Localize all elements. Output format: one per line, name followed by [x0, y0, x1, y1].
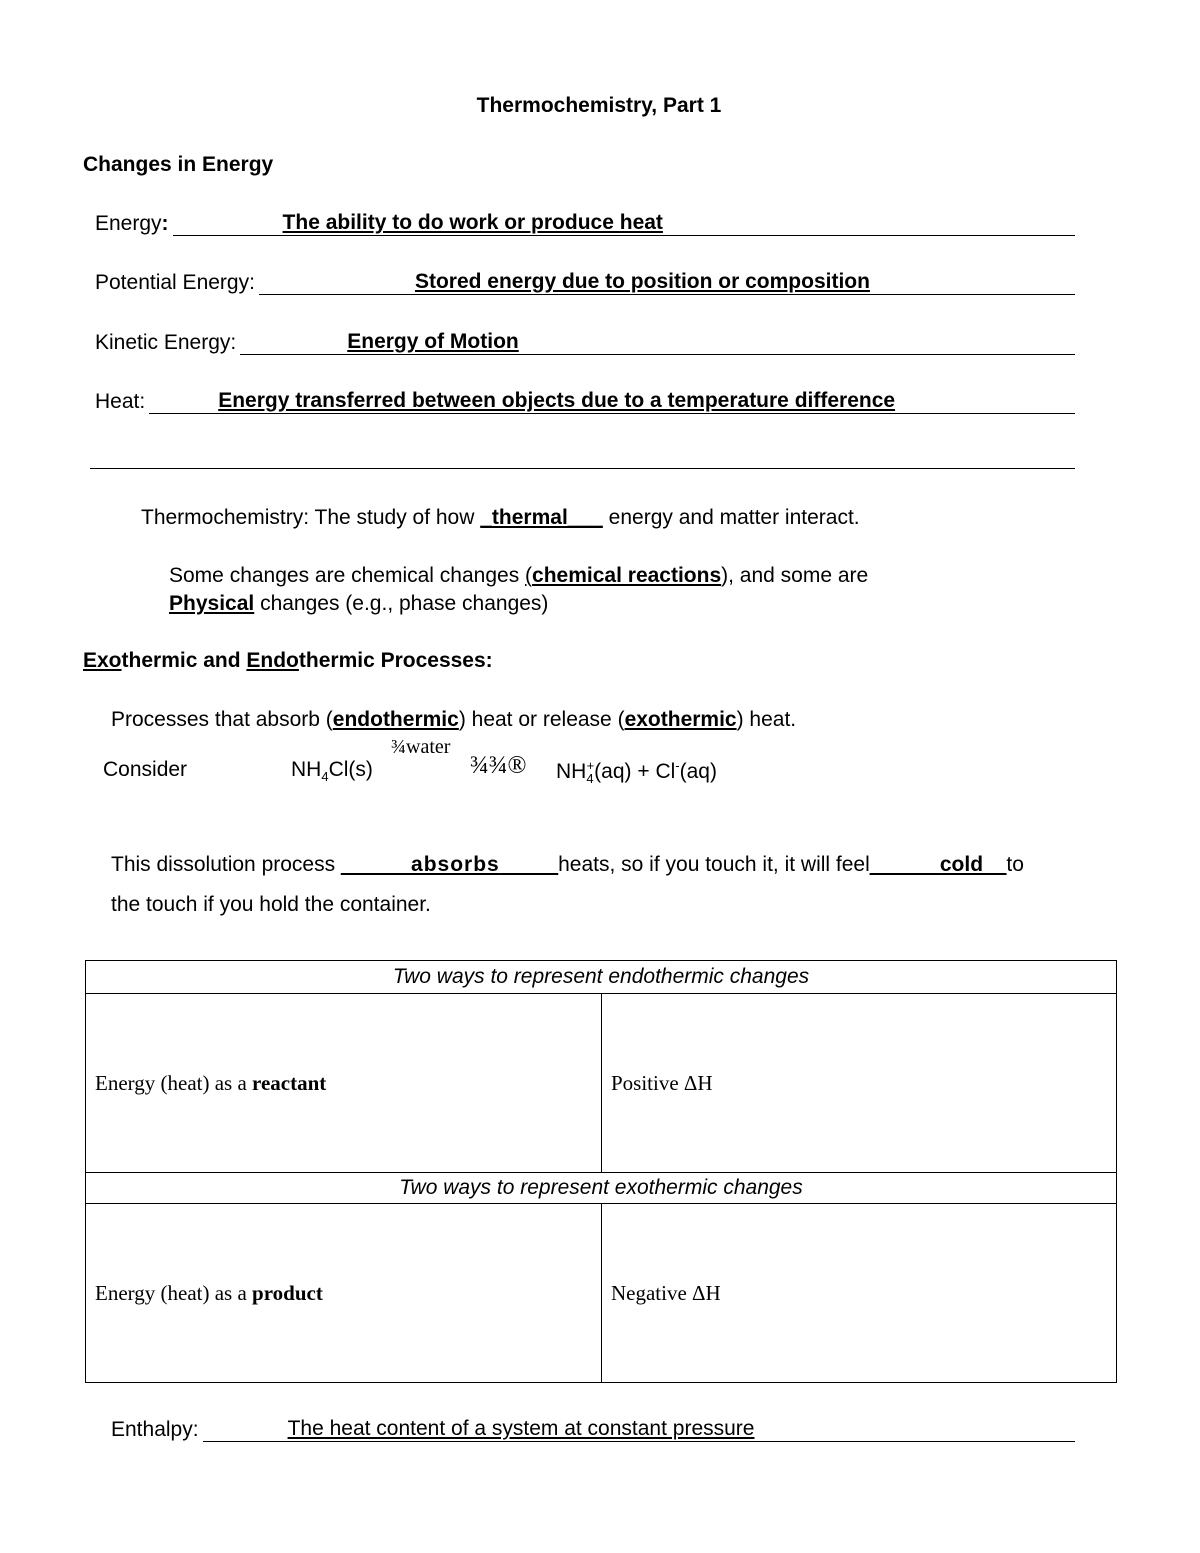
answer-exothermic: exothermic — [624, 708, 737, 731]
table-row — [86, 1204, 1117, 1383]
arrow-glyph: ¾¾® — [470, 752, 527, 779]
superscript: - — [675, 758, 680, 773]
sentence-text: , and some are — [728, 564, 869, 587]
dissolution-line-1 — [111, 853, 1024, 877]
heading-part: Endo — [246, 649, 299, 672]
exothermic-right-cell: Negative ΔH — [602, 1204, 1117, 1383]
sentence-text: Thermochemistry: The study of how — [141, 506, 481, 529]
definition-label: Energy: — [95, 212, 169, 235]
sentence-text: ) heat or release ( — [458, 708, 625, 731]
formula-text: NH — [556, 760, 587, 783]
cell-bold-text: product — [252, 1280, 323, 1305]
section-heading-exo-endo — [83, 649, 493, 673]
answer-chemical-reactions: chemical reactions — [532, 564, 722, 587]
endothermic-right-cell: Positive ΔH — [602, 994, 1117, 1173]
formula-text: NH — [291, 758, 322, 781]
paren: ( — [525, 564, 533, 587]
heading-part: Exo — [83, 649, 122, 672]
definition-heat — [95, 384, 1075, 414]
formula-text: (aq) + Cl — [594, 760, 676, 783]
table-row — [86, 1173, 1117, 1204]
heading-part: thermic Processes: — [298, 649, 493, 672]
superscript: + — [586, 758, 595, 773]
changes-line-1 — [169, 564, 868, 588]
sentence-text: to — [1006, 853, 1024, 876]
answer-blank — [240, 328, 1075, 355]
representation-table — [85, 960, 1117, 1383]
answer-text: The ability to do work or produce heat — [282, 211, 663, 234]
sentence-text: Processes that absorb ( — [111, 708, 333, 731]
paren: ) — [721, 564, 729, 587]
endothermic-left-cell — [86, 994, 602, 1173]
cell-bold-text: reactant — [252, 1070, 327, 1095]
changes-line-2 — [169, 592, 548, 616]
answer-text: Energy of Motion — [347, 330, 519, 353]
formula-text: Cl(s) — [328, 758, 373, 781]
blank: ______ — [869, 853, 940, 876]
definition-label: Potential Energy: — [95, 271, 255, 294]
subscript: 4 — [586, 771, 594, 787]
sentence-text: Some changes are chemical changes — [169, 564, 526, 587]
heading-part: thermic and — [121, 649, 247, 672]
endothermic-header: Two ways to represent endothermic changes — [86, 961, 1117, 994]
answer-thermal: _thermal___ — [480, 506, 603, 529]
sentence-text: changes (e.g., phase changes) — [254, 592, 549, 615]
definition-potential-energy — [95, 265, 1075, 295]
formula-text: (aq) — [679, 760, 717, 783]
answer-absorbs: absorbs — [411, 853, 500, 876]
definition-label: Enthalpy: — [111, 1418, 199, 1441]
answer-text: Stored energy due to position or composition — [414, 270, 870, 293]
dissolution-line-2: the touch if you hold the container. — [111, 893, 431, 916]
sentence-text: energy and matter interact. — [602, 506, 860, 529]
blank-line — [90, 468, 1075, 469]
sentence-text: heats, so if you touch it, it will feel — [558, 853, 870, 876]
answer-blank — [203, 1415, 1075, 1442]
cell-text: Energy (heat) as a — [95, 1280, 253, 1305]
definition-kinetic-energy — [95, 325, 1075, 355]
sentence-text: This dissolution process — [111, 853, 341, 876]
answer-blank — [173, 209, 1075, 236]
answer-physical: Physical — [169, 592, 255, 615]
blank: _____ — [499, 853, 559, 876]
answer-text: The heat content of a system at constant pressure — [287, 1417, 755, 1440]
definition-energy — [95, 206, 1075, 236]
consider-label: Consider — [103, 758, 188, 781]
product-formula — [556, 758, 717, 786]
definition-label: Heat: — [95, 390, 146, 413]
page-title: Thermochemistry, Part 1 — [476, 94, 722, 117]
section-heading-changes-in-energy: Changes in Energy — [83, 153, 274, 176]
answer-endothermic: endothermic — [332, 708, 459, 731]
table-row — [86, 961, 1117, 994]
reactant-formula — [291, 758, 373, 784]
subscript: 4 — [321, 769, 329, 785]
blank: ______ — [340, 853, 412, 876]
reaction-arrow — [470, 752, 527, 780]
sentence-text: ) heat. — [736, 708, 797, 731]
answer-text: Energy transferred between objects due to a temperature difference — [218, 389, 896, 412]
table-row — [86, 994, 1117, 1173]
blank: __ — [983, 853, 1007, 876]
definition-label: Kinetic Energy: — [95, 331, 237, 354]
reaction-arrow-label: ¾water — [391, 736, 451, 758]
exothermic-header: Two ways to represent exothermic changes — [86, 1173, 1117, 1204]
cell-text: Energy (heat) as a — [95, 1070, 253, 1095]
answer-blank — [149, 387, 1075, 414]
definition-enthalpy — [111, 1412, 1075, 1442]
answer-blank — [259, 268, 1075, 295]
processes-sentence — [111, 708, 796, 732]
thermochemistry-sentence — [141, 506, 860, 530]
answer-cold: cold — [939, 853, 984, 876]
exothermic-left-cell — [86, 1204, 602, 1383]
